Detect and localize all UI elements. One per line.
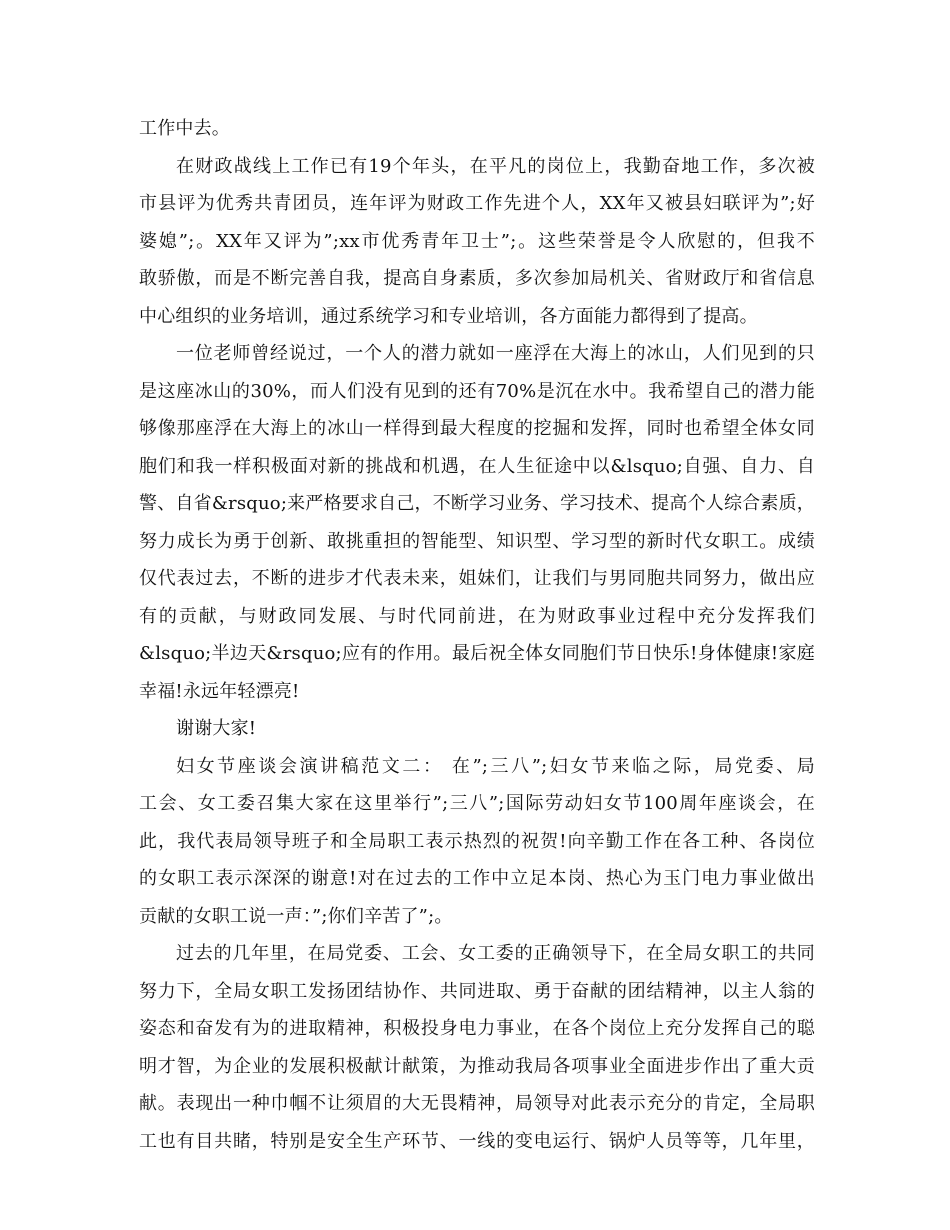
- text-line: 一位老师曾经说过，一个人的潜力就如一座浮在大海上的冰山，人们见到的只: [176, 343, 815, 364]
- text-line: 幸福!永远年轻漂亮!: [139, 680, 300, 702]
- text-line: 贡献的女职工说一声：”;你们辛苦了”;。: [139, 905, 453, 927]
- document-body: [139, 110, 815, 1160]
- text-line: 姿态和奋发有为的进取精神，积极投身电力事业，在各个岗位上充分发挥自己的聪: [139, 1018, 815, 1039]
- text-line: 工会、女工委召集大家在这里举行”;三八”;国际劳动妇女节100周年座谈会，在: [139, 793, 815, 814]
- text-line: 是这座冰山的30%，而人们没有见到的还有70%是沉在水中。我希望自己的潜力能: [139, 380, 815, 402]
- text-line: 中心组织的业务培训，通过系统学习和专业培训，各方面能力都得到了提高。: [139, 305, 758, 327]
- text-line: 市县评为优秀共青团员，连年评为财政工作先进个人，XX年又被县妇联评为”;好: [139, 193, 815, 214]
- text-line: 工也有目共睹，特别是安全生产环节、一线的变电运行、锅炉人员等等，几年里，: [139, 1130, 815, 1152]
- text-line: 婆媳”;。XX年又评为”;xx市优秀青年卫士”;。这些荣誉是令人欣慰的，但我不: [139, 230, 815, 252]
- text-line: 胞们和我一样积极面对新的挑战和机遇，在人生征途中以&lsquo;自强、自力、自: [139, 455, 815, 477]
- text-line: 仅代表过去，不断的进步才代表未来，姐妹们，让我们与男同胞共同努力，做出应: [139, 568, 815, 589]
- text-line: 过去的几年里，在局党委、工会、女工委的正确领导下，在全局女职工的共同: [176, 943, 815, 964]
- text-line: 努力成长为勇于创新、敢挑重担的智能型、知识型、学习型的新时代女职工。成绩: [139, 530, 815, 552]
- text-line: 工作中去。: [139, 118, 230, 139]
- text-line: 谢谢大家!: [176, 718, 257, 739]
- text-line: 警、自省&rsquo;来严格要求自己，不断学习业务、学习技术、提高个人综合素质，: [139, 493, 815, 514]
- text-line: 献。表现出一种巾帼不让须眉的大无畏精神，局领导对此表示充分的肯定，全局职: [139, 1093, 815, 1114]
- text-line: 在财政战线上工作已有19个年头，在平凡的岗位上，我勤奋地工作，多次被: [176, 155, 815, 177]
- text-line: 明才智，为企业的发展积极献计献策，为推动我局各项事业全面进步作出了重大贡: [139, 1055, 815, 1077]
- text-line: &lsquo;半边天&rsquo;应有的作用。最后祝全体女同胞们节日快乐!身体健康!家庭: [139, 643, 815, 664]
- text-line: 此，我代表局领导班子和全局职工表示热烈的祝贺!向辛勤工作在各工种、各岗位: [139, 830, 815, 852]
- text-line: 有的贡献，与财政同发展、与时代同前进，在为财政事业过程中充分发挥我们: [139, 605, 815, 627]
- text-line: 努力下，全局女职工发扬团结协作、共同进取、勇于奋献的团结精神，以主人翁的: [139, 980, 815, 1002]
- text-line: 够像那座浮在大海上的冰山一样得到最大程度的挖掘和发挥，同时也希望全体女同: [139, 418, 815, 439]
- text-line: 妇女节座谈会演讲稿范文二： 在”;三八”;妇女节来临之际，局党委、局: [176, 755, 815, 777]
- text-line: 的女职工表示深深的谢意!对在过去的工作中立足本岗、热心为玉门电力事业做出: [139, 868, 815, 889]
- text-line: 敢骄傲，而是不断完善自我，提高自身素质，多次参加局机关、省财政厅和省信息: [139, 268, 815, 289]
